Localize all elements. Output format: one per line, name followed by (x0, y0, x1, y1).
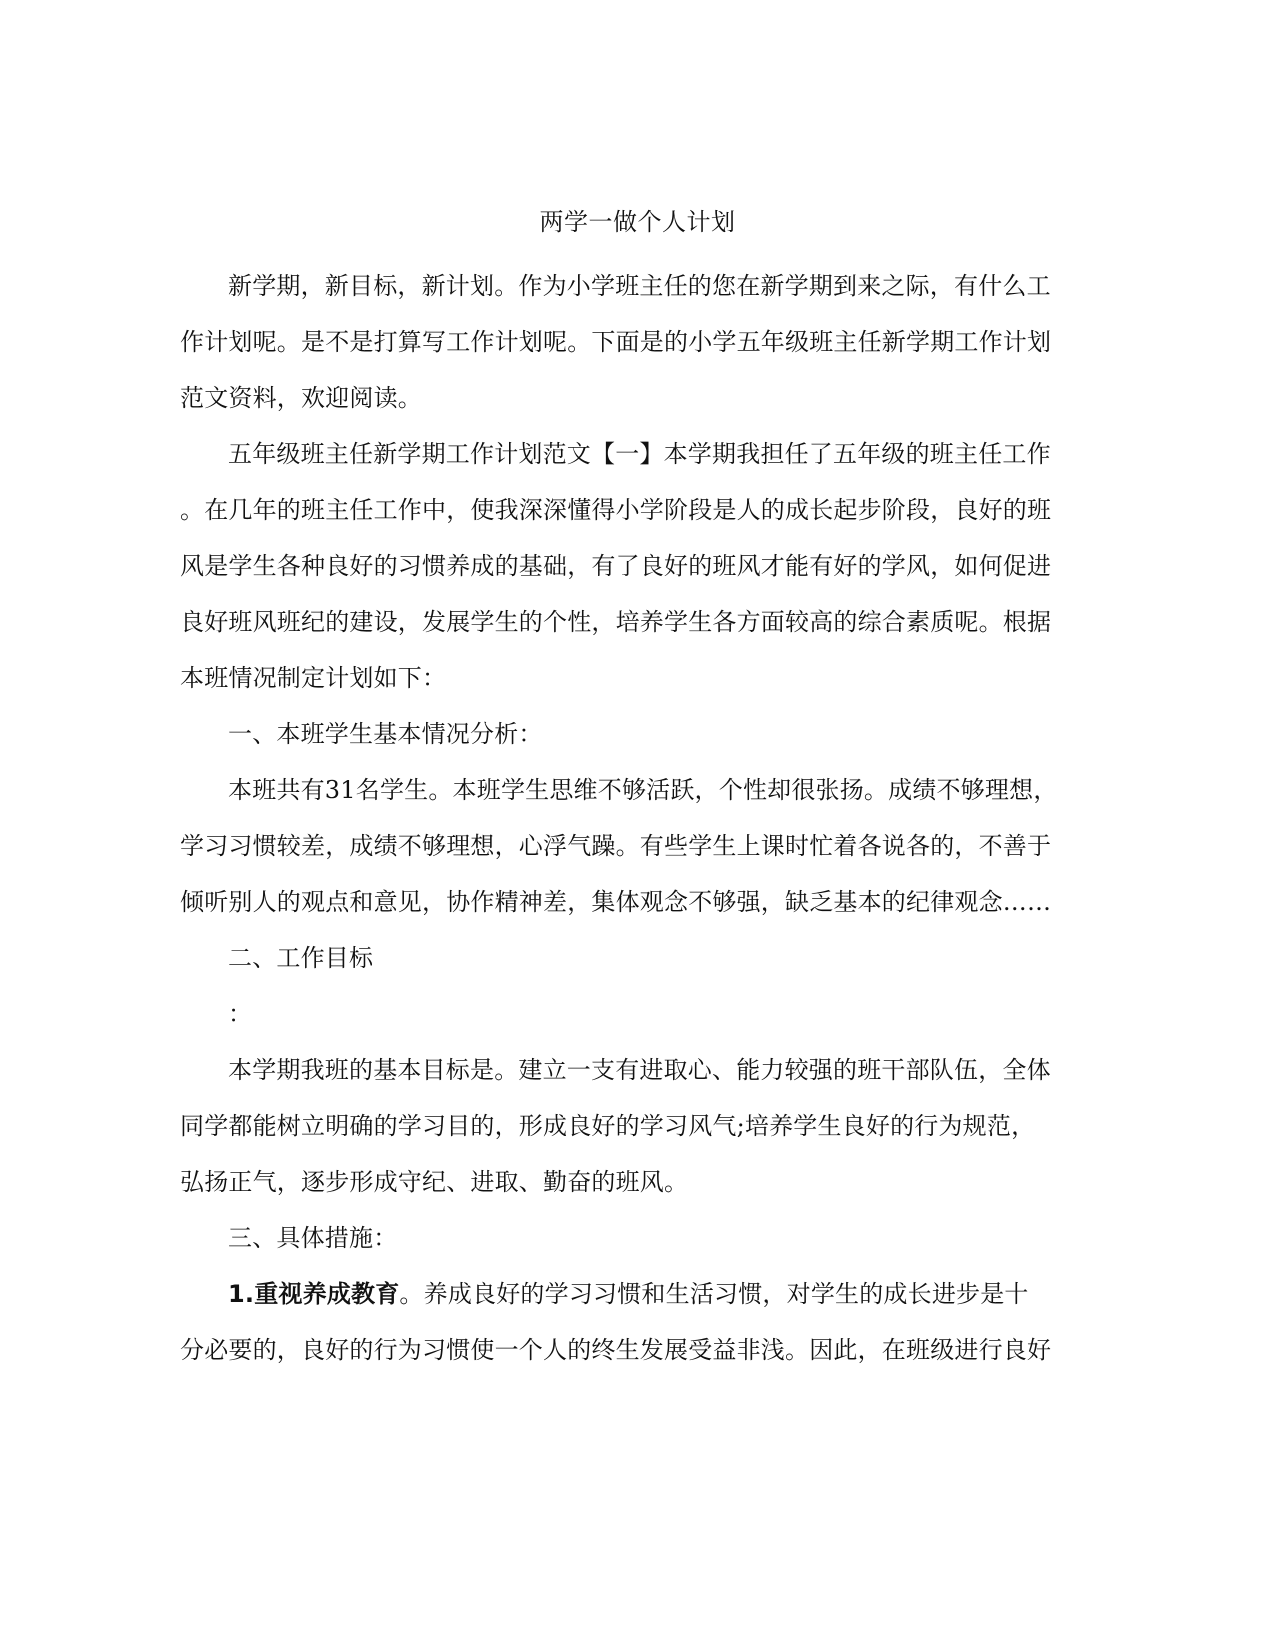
paragraph-line: ： (228, 1000, 253, 1028)
section-heading: 二、工作目标 (228, 944, 374, 972)
paragraph-line: 五年级班主任新学期工作计划范文【一】本学期我担任了五年级的班主任工作 (228, 440, 1051, 468)
paragraph-line: 同学都能树立明确的学习目的，形成良好的学习风气;培养学生良好的行为规范， (180, 1112, 1036, 1140)
paragraph-line: 风是学生各种良好的习惯养成的基础，有了良好的班风才能有好的学风，如何促进 (180, 552, 1052, 580)
paragraph-line: 本班共有31名学生。本班学生思维不够活跃，个性却很张扬。成绩不够理想， (228, 776, 1058, 804)
paragraph-line: 本学期我班的基本目标是。建立一支有进取心、能力较强的班干部队伍，全体 (228, 1056, 1051, 1084)
bold-lead-text: 1.重视养成教育 (228, 1280, 400, 1308)
section-heading: 一、本班学生基本情况分析： (228, 720, 543, 748)
paragraph-text: 。养成良好的学习习惯和生活习惯，对学生的成长进步是十 (399, 1280, 1029, 1308)
paragraph-line: 弘扬正气，逐步形成守纪、进取、勤奋的班风。 (180, 1168, 689, 1196)
paragraph-line: 。在几年的班主任工作中，使我深深懂得小学阶段是人的成长起步阶段，良好的班 (180, 496, 1052, 524)
paragraph-line: 作计划呢。是不是打算写工作计划呢。下面是的小学五年级班主任新学期工作计划 (180, 328, 1052, 356)
section-heading: 三、具体措施： (228, 1224, 398, 1252)
document-title: 两学一做个人计划 (539, 208, 736, 236)
paragraph-line: 本班情况制定计划如下： (180, 664, 447, 692)
paragraph-line: 良好班风班纪的建设，发展学生的个性，培养学生各方面较高的综合素质呢。根据 (180, 608, 1052, 636)
paragraph-line: 学习习惯较差，成绩不够理想，心浮气躁。有些学生上课时忙着各说各的，不善于 (180, 832, 1052, 860)
paragraph-line: 新学期，新目标，新计划。作为小学班主任的您在新学期到来之际，有什么工 (228, 272, 1051, 300)
paragraph-line: 分必要的，良好的行为习惯使一个人的终生发展受益非浅。因此，在班级进行良好 (180, 1336, 1052, 1364)
paragraph-line: 倾听别人的观点和意见，协作精神差，集体观念不够强，缺乏基本的纪律观念…… (180, 888, 1052, 916)
paragraph-line-with-bold-lead (228, 1278, 1029, 1310)
paragraph-line: 范文资料，欢迎阅读。 (180, 384, 422, 412)
